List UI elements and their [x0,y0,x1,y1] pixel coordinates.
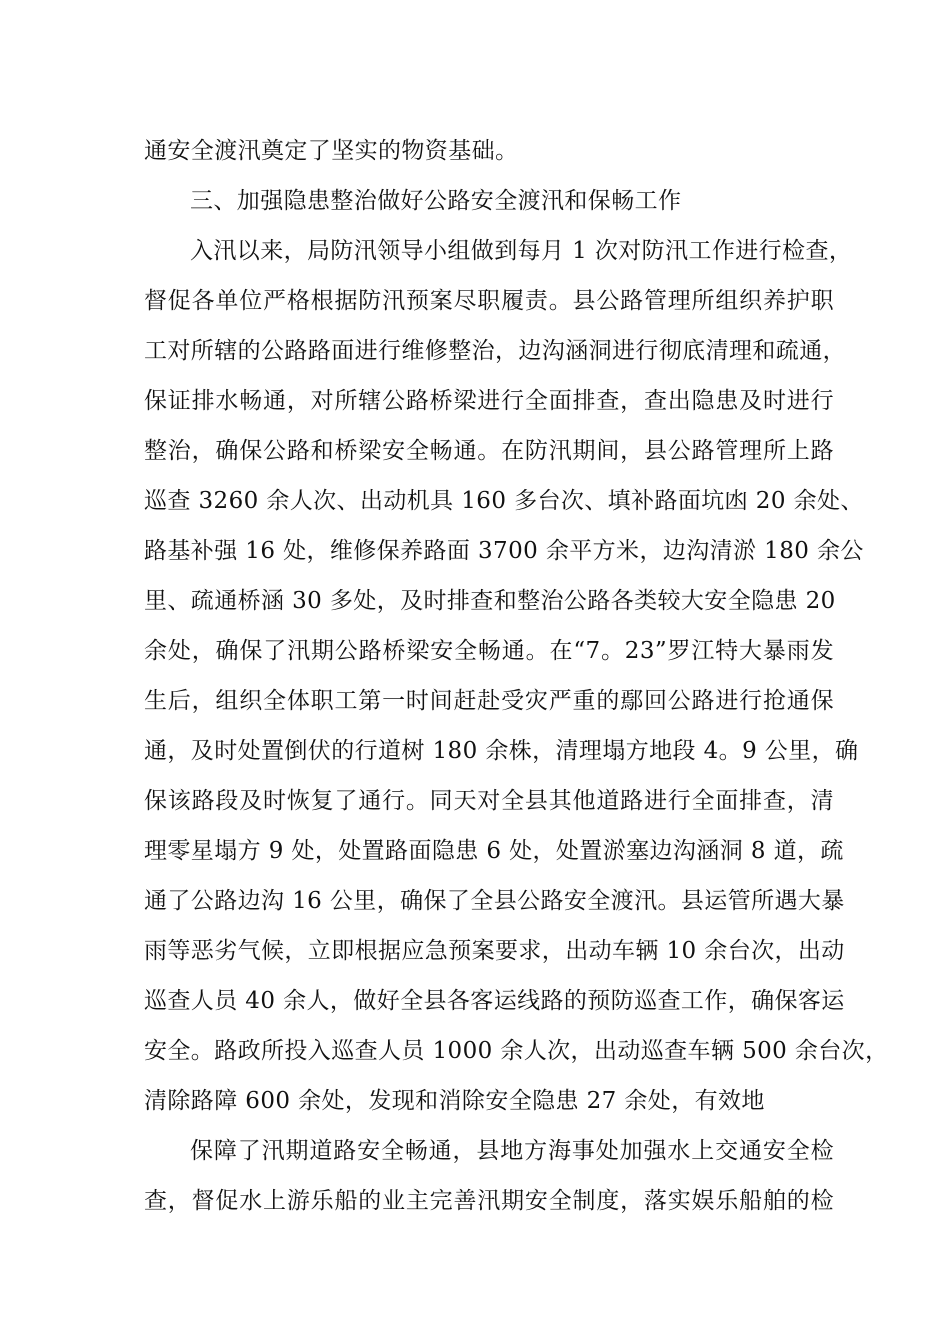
paragraph-line: 通，及时处置倒伏的行道树 180 余株，清理塌方地段 4。9 公里，确 [144,738,859,764]
paragraph-line: 余处，确保了汛期公路桥梁安全畅通。在“7。23”罗江特大暴雨发 [144,638,834,664]
paragraph-line: 整治，确保公路和桥梁安全畅通。在防汛期间，县公路管理所上路 [144,438,834,464]
paragraph-line: 理零星塌方 9 处，处置路面隐患 6 处，处置淤塞边沟涵洞 8 道，疏 [144,838,844,864]
paragraph-line: 通安全渡汛奠定了坚实的物资基础。 [144,138,519,164]
paragraph-line: 生后，组织全体职工第一时间赶赴受灾严重的鄢回公路进行抢通保 [144,688,834,714]
paragraph-line: 保障了汛期道路安全畅通，县地方海事处加强水上交通安全检 [190,1138,834,1164]
paragraph-line: 巡查 3260 余人次、出动机具 160 多台次、填补路面坑凼 20 余处、 [144,488,864,514]
paragraph-line: 雨等恶劣气候，立即根据应急预案要求，出动车辆 10 余台次，出动 [144,938,845,964]
paragraph-line: 巡查人员 40 余人，做好全县各客运线路的预防巡查工作，确保客运 [144,988,845,1014]
paragraph-line: 保该路段及时恢复了通行。同天对全县其他道路进行全面排查，清 [144,788,834,814]
paragraph-line: 安全。路政所投入巡查人员 1000 余人次，出动巡查车辆 500 余台次， [144,1038,889,1064]
paragraph-line: 路基补强 16 处，维修保养路面 3700 余平方米，边沟清淤 180 余公 [144,538,864,564]
paragraph-line: 查，督促水上游乐船的业主完善汛期安全制度，落实娱乐船舶的检 [144,1188,834,1214]
paragraph-line: 通了公路边沟 16 公里，确保了全县公路安全渡汛。县运管所遇大暴 [144,888,845,914]
paragraph-line: 入汛以来，局防汛领导小组做到每月 1 次对防汛工作进行检查， [190,238,853,264]
paragraph-line: 清除路障 600 余处，发现和消除安全隐患 27 余处，有效地 [144,1088,765,1114]
section-heading: 三、加强隐患整治做好公路安全渡汛和保畅工作 [190,188,682,214]
paragraph-line: 里、疏通桥涵 30 多处，及时排查和整治公路各类较大安全隐患 20 [144,588,836,614]
paragraph-line: 工对所辖的公路路面进行维修整治，边沟涵洞进行彻底清理和疏通， [144,338,846,364]
paragraph-line: 保证排水畅通，对所辖公路桥梁进行全面排查，查出隐患及时进行 [144,388,834,414]
paragraph-line: 督促各单位严格根据防汛预案尽职履责。县公路管理所组织养护职 [144,288,834,314]
